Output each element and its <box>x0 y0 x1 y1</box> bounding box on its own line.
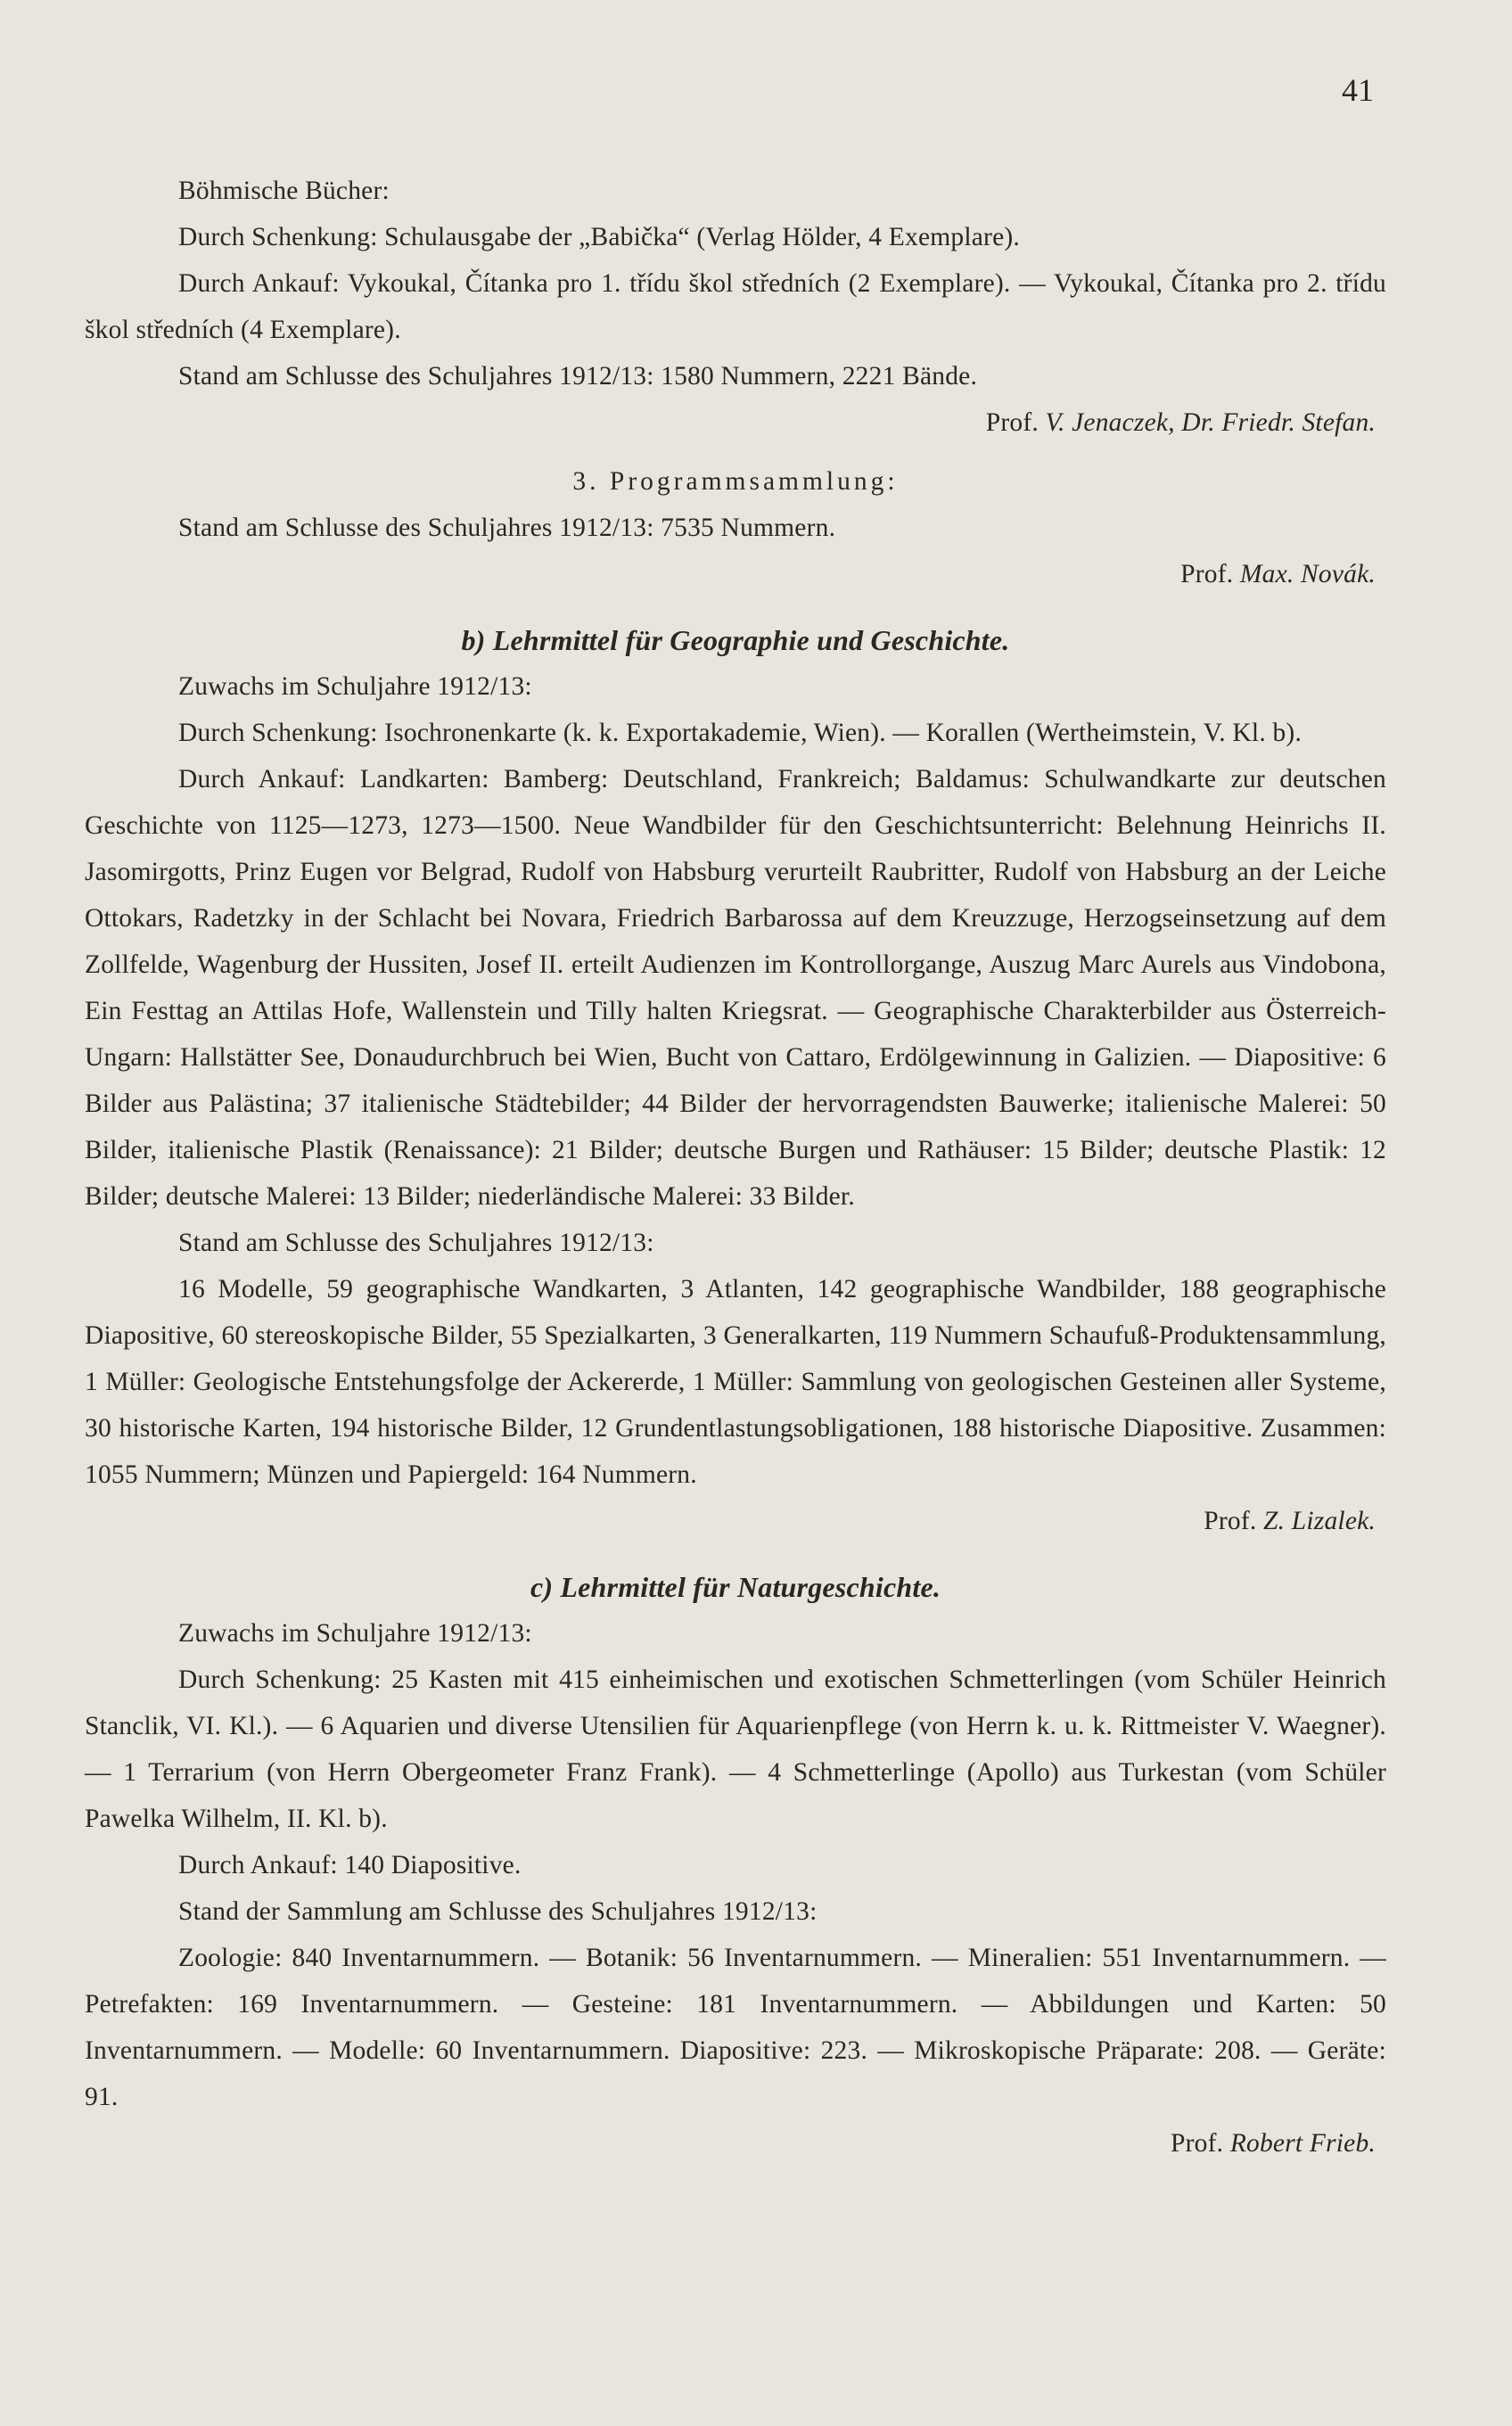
program-heading: 3. Programmsammlung: <box>572 467 899 496</box>
books-signer: V. Jenaczek, Dr. Friedr. Stefan. <box>1045 408 1376 437</box>
section-b-purchase: Durch Ankauf: Landkarten: Bamberg: Deutschland, Frankreich; Baldamus: Schulwandkarte zur deutschen Geschichte von 1125—1273, 1273—1500. Neue Wandbilder für den Geschichtsunterricht: Belehnung Heinrichs II. Jasomirgotts, Prinz Eugen vor Belgrad, Rudolf von Habsburg verurteilt Raubritter, Rudolf von Habsburg an der Leiche Ottokars, Radetzky in der Schlacht bei Novara, Friedrich Barbarossa auf dem Kreuzzuge, Herzogseinsetzung auf dem Zollfelde, Wagenburg der Hussiten, Josef II. erteilt Audienzen im Kontrollorgange, Auszug Marc Aurels aus Vindobona, Ein Festtag an Attilas Hofe, Wallenstein und Tilly halten Kriegsrat. — Geographische Charakterbilder aus Österreich-Ungarn: Hallstätter See, Donaudurchbruch bei Wien, Bucht von Cattaro, Erdölgewinnung in Galizien. — Diapositive: 6 Bilder aus Palästina; 37 italienische Städtebilder; 44 Bilder der hervorragendsten Bauwerke; italienische Malerei: 50 Bilder, italienische Plastik (Renaissance): 21 Bilder; deutsche Burgen und Rathäuser: 15 Bilder; deutsche Plastik: 12 Bilder; deutsche Malerei: 13 Bilder; niederländische Malerei: 33 Bilder. <box>85 765 1386 1211</box>
section-b-gift: Durch Schenkung: Isochronenkarte (k. k. Exportakademie, Wien). — Korallen (Wertheimstein, V. Kl. b). <box>178 719 1302 747</box>
books-stand: Stand am Schlusse des Schuljahres 1912/13: 1580 Nummern, 2221 Bände. <box>178 362 978 391</box>
books-gift: Durch Schenkung: Schulausgabe der „Babička“ (Verlag Hölder, 4 Exemplare). <box>178 223 1020 251</box>
section-c-stand: Zoologie: 840 Inventarnummern. — Botanik: 56 Inventarnummern. — Mineralien: 551 Inventarnummern. — Petrefakten: 169 Inventarnummern. — Gesteine: 181 Inventarnummern. — Abbildungen und Karten: 50 Inventarnummern. — Modelle: 60 Inventarnummern. Diapositive: 223. — Mikroskopische Präparate: 208. — Geräte: 91. <box>85 1944 1386 2111</box>
program-signature <box>85 551 1386 597</box>
books-signer-prefix: Prof. <box>985 408 1039 437</box>
section-c-heading: c) Lehrmittel für Naturgeschichte. <box>530 1571 941 1603</box>
page-number: 41 <box>1342 72 1374 108</box>
program-signer-prefix: Prof. <box>1180 560 1234 588</box>
section-b-signature <box>85 1498 1386 1544</box>
section-c-stand-heading: Stand der Sammlung am Schlusse des Schuljahres 1912/13: <box>178 1897 818 1926</box>
books-purchase: Durch Ankauf: Vykoukal, Čítanka pro 1. třídu škol středních (2 Exemplare). — Vykoukal, Čítanka pro 2. třídu škol středních (4 Exemplare). <box>85 269 1386 344</box>
program-stand: Stand am Schlusse des Schuljahres 1912/13: 7535 Nummern. <box>178 514 836 542</box>
section-b-signer-prefix: Prof. <box>1204 1507 1257 1535</box>
section-c-zuwachs: Zuwachs im Schuljahre 1912/13: <box>178 1619 532 1648</box>
section-c-signer: Robert Frieb. <box>1229 2129 1376 2158</box>
section-c-signer-prefix: Prof. <box>1171 2129 1224 2158</box>
section-b-heading: b) Lehrmittel für Geographie und Geschichte. <box>461 624 1010 656</box>
section-b-stand-heading: Stand am Schlusse des Schuljahres 1912/13: <box>178 1229 654 1257</box>
page-body <box>85 168 1386 2167</box>
section-c-gift: Durch Schenkung: 25 Kasten mit 415 einheimischen und exotischen Schmetterlingen (vom Schüler Heinrich Stanclik, VI. Kl.). — 6 Aquarien und diverse Utensilien für Aquarienpflege (von Herrn k. u. k. Rittmeister V. Waegner). — 1 Terrarium (von Herrn Obergeometer Franz Frank). — 4 Schmetterlinge (Apollo) aus Turkestan (vom Schüler Pawelka Wilhelm, II. Kl. b). <box>85 1665 1386 1833</box>
section-b-signer: Z. Lizalek. <box>1263 1507 1376 1535</box>
section-c-purchase: Durch Ankauf: 140 Diapositive. <box>178 1851 522 1879</box>
section-b-zuwachs: Zuwachs im Schuljahre 1912/13: <box>178 672 532 701</box>
section-b-stand: 16 Modelle, 59 geographische Wandkarten, 3 Atlanten, 142 geographische Wandbilder, 188 geographische Diapositive, 60 stereoskopische Bilder, 55 Spezialkarten, 3 Generalkarten, 119 Nummern Schaufuß-Produktensammlung, 1 Müller: Geologische Entstehungsfolge der Ackererde, 1 Müller: Sammlung von geologischen Gesteinen aller Systeme, 30 historische Karten, 194 historische Bilder, 12 Grundentlastungsobligationen, 188 historische Diapositive. Zusammen: 1055 Nummern; Münzen und Papiergeld: 164 Nummern. <box>85 1275 1386 1489</box>
books-heading: Böhmische Bücher: <box>178 177 390 205</box>
program-signer: Max. Novák. <box>1239 560 1376 588</box>
books-signature <box>85 399 1386 446</box>
section-c-signature <box>85 2120 1386 2167</box>
